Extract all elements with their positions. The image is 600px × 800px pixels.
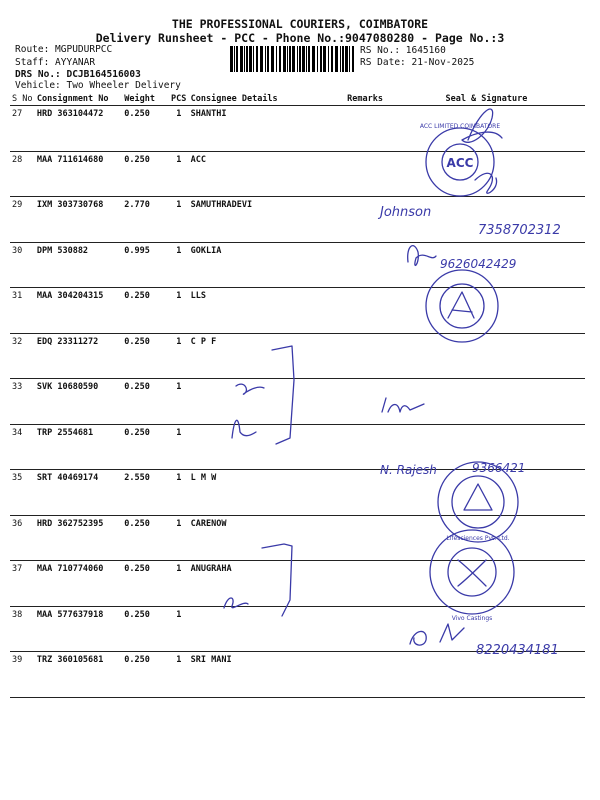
- row-weight: 0.250: [122, 652, 169, 698]
- row-details: GOKLIA: [189, 242, 345, 288]
- row-consignment: TRP 2554681: [35, 424, 122, 470]
- row-signature: [388, 333, 585, 379]
- row-pcs: 1: [169, 333, 189, 379]
- table-row: [10, 242, 585, 288]
- row-signature: [388, 151, 585, 197]
- row-sno: 36: [10, 515, 35, 561]
- row-consignment: MAA 711614680: [35, 151, 122, 197]
- table-row: [10, 379, 585, 425]
- table-header-row: [10, 93, 585, 106]
- col-details: Consignee Details: [189, 93, 345, 106]
- row-sno: 33: [10, 379, 35, 425]
- row-pcs: 1: [169, 106, 189, 152]
- row-signature: [388, 379, 585, 425]
- row-weight: 0.250: [122, 515, 169, 561]
- row-pcs: 1: [169, 197, 189, 243]
- row-signature: [388, 106, 585, 152]
- row-details: C P F: [189, 333, 345, 379]
- col-pcs: PCS: [169, 93, 189, 106]
- row-sno: 30: [10, 242, 35, 288]
- row-remarks: [345, 470, 388, 516]
- row-pcs: 1: [169, 652, 189, 698]
- table-row: [10, 561, 585, 607]
- row-remarks: [345, 606, 388, 652]
- row-remarks: [345, 242, 388, 288]
- drs-field: DRS No.: DCJB164516003: [15, 69, 141, 80]
- row-consignment: IXM 303730768: [35, 197, 122, 243]
- handwriting-row30-phone: 9626042429: [440, 257, 517, 271]
- row-sno: 32: [10, 333, 35, 379]
- row-sno: 28: [10, 151, 35, 197]
- row-sno: 35: [10, 470, 35, 516]
- row-details: SHANTHI: [189, 106, 345, 152]
- row-consignment: EDQ 23311272: [35, 333, 122, 379]
- row-signature: [388, 652, 585, 698]
- staff-field: Staff: AYYANAR: [15, 57, 96, 68]
- row-consignment: HRD 362752395: [35, 515, 122, 561]
- row-consignment: SVK 10680590: [35, 379, 122, 425]
- row-pcs: 1: [169, 515, 189, 561]
- row-sno: 37: [10, 561, 35, 607]
- row-pcs: 1: [169, 288, 189, 334]
- row-pcs: 1: [169, 606, 189, 652]
- row-sno: 27: [10, 106, 35, 152]
- row-details: L M W: [189, 470, 345, 516]
- row-pcs: 1: [169, 561, 189, 607]
- document-title: THE PROFESSIONAL COURIERS, COIMBATORE: [171, 17, 429, 31]
- table-row: [10, 424, 585, 470]
- runsheet-table: [10, 93, 585, 698]
- row-weight: 0.250: [122, 606, 169, 652]
- row-remarks: [345, 151, 388, 197]
- row-sno: 38: [10, 606, 35, 652]
- handwriting-row35-name: N. Rajesh: [380, 463, 437, 477]
- vivo-stamp-text: Vivo Castings: [451, 615, 493, 622]
- row-signature: [388, 470, 585, 516]
- row-sno: 39: [10, 652, 35, 698]
- document-subtitle: Delivery Runsheet - PCC - Phone No.:9047080280 - Page No.:3: [95, 31, 505, 45]
- row-details: ANUGRAHA: [189, 561, 345, 607]
- row-details: SRI MANI: [189, 652, 345, 698]
- table-row: [10, 333, 585, 379]
- table-row: [10, 151, 585, 197]
- lifesciences-stamp-text: Lifesciences Pvt. Ltd.: [446, 535, 510, 542]
- rs-date-field: RS Date: 21-Nov-2025: [360, 57, 475, 68]
- row-signature: [388, 197, 585, 243]
- row-weight: 2.770: [122, 197, 169, 243]
- table-row: [10, 106, 585, 152]
- table-row: [10, 288, 585, 334]
- row-signature: [388, 606, 585, 652]
- row-remarks: [345, 106, 388, 152]
- row-remarks: [345, 197, 388, 243]
- col-signature: Seal & Signature: [388, 93, 585, 106]
- row-weight: 0.250: [122, 288, 169, 334]
- handwriting-row35-phone: 9366421: [472, 461, 526, 475]
- col-consignment: Consignment No: [35, 93, 122, 106]
- handwriting-row39-phone: 8220434181: [476, 643, 559, 658]
- col-weight: Weight: [122, 93, 169, 106]
- row-signature: [388, 424, 585, 470]
- row-sno: 31: [10, 288, 35, 334]
- row-remarks: [345, 333, 388, 379]
- row-remarks: [345, 561, 388, 607]
- row-remarks: [345, 424, 388, 470]
- row-consignment: HRD 363104472: [35, 106, 122, 152]
- row-pcs: 1: [169, 242, 189, 288]
- table-row: [10, 515, 585, 561]
- row-remarks: [345, 515, 388, 561]
- row-remarks: [345, 288, 388, 334]
- row-pcs: 1: [169, 470, 189, 516]
- row-details: [189, 424, 345, 470]
- row-weight: 0.995: [122, 242, 169, 288]
- row-pcs: 1: [169, 151, 189, 197]
- row-consignment: TRZ 360105681: [35, 652, 122, 698]
- row-weight: 0.250: [122, 151, 169, 197]
- row-sno: 29: [10, 197, 35, 243]
- row-weight: 0.250: [122, 424, 169, 470]
- row-sno: 34: [10, 424, 35, 470]
- row-consignment: MAA 304204315: [35, 288, 122, 334]
- row-details: LLS: [189, 288, 345, 334]
- row-weight: 0.250: [122, 561, 169, 607]
- row-pcs: 1: [169, 424, 189, 470]
- row-consignment: SRT 40469174: [35, 470, 122, 516]
- row-weight: 0.250: [122, 379, 169, 425]
- row-details: SAMUTHRADEVI: [189, 197, 345, 243]
- row-remarks: [345, 379, 388, 425]
- vehicle-field: Vehicle: Two Wheeler Delivery: [15, 80, 181, 91]
- row-details: ACC: [189, 151, 345, 197]
- row-remarks: [345, 652, 388, 698]
- row-consignment: DPM 530882: [35, 242, 122, 288]
- row-weight: 2.550: [122, 470, 169, 516]
- row-signature: [388, 288, 585, 334]
- table-row: [10, 470, 585, 516]
- row-details: [189, 379, 345, 425]
- row-details: [189, 606, 345, 652]
- row-weight: 0.250: [122, 333, 169, 379]
- table-row: [10, 197, 585, 243]
- row-signature: [388, 242, 585, 288]
- row-consignment: MAA 710774060: [35, 561, 122, 607]
- row-signature: [388, 561, 585, 607]
- row-details: CARENOW: [189, 515, 345, 561]
- col-sno: S No: [10, 93, 35, 106]
- table-row: [10, 652, 585, 698]
- row-pcs: 1: [169, 379, 189, 425]
- acc-stamp-center: ACC: [446, 156, 474, 170]
- acc-stamp-ring: ACC LIMITED COIMBATORE: [419, 123, 501, 130]
- route-field: Route: MGPUDURPCC: [15, 44, 113, 55]
- barcode: [230, 46, 355, 72]
- rs-number-field: RS No.: 1645160: [360, 45, 446, 56]
- handwriting-row29: Johnson: [380, 205, 432, 220]
- row-signature: [388, 515, 585, 561]
- row-consignment: MAA 577637918: [35, 606, 122, 652]
- handwriting-row29-phone: 7358702312: [478, 223, 561, 238]
- table-row: [10, 606, 585, 652]
- col-remarks: Remarks: [345, 93, 388, 106]
- row-weight: 0.250: [122, 106, 169, 152]
